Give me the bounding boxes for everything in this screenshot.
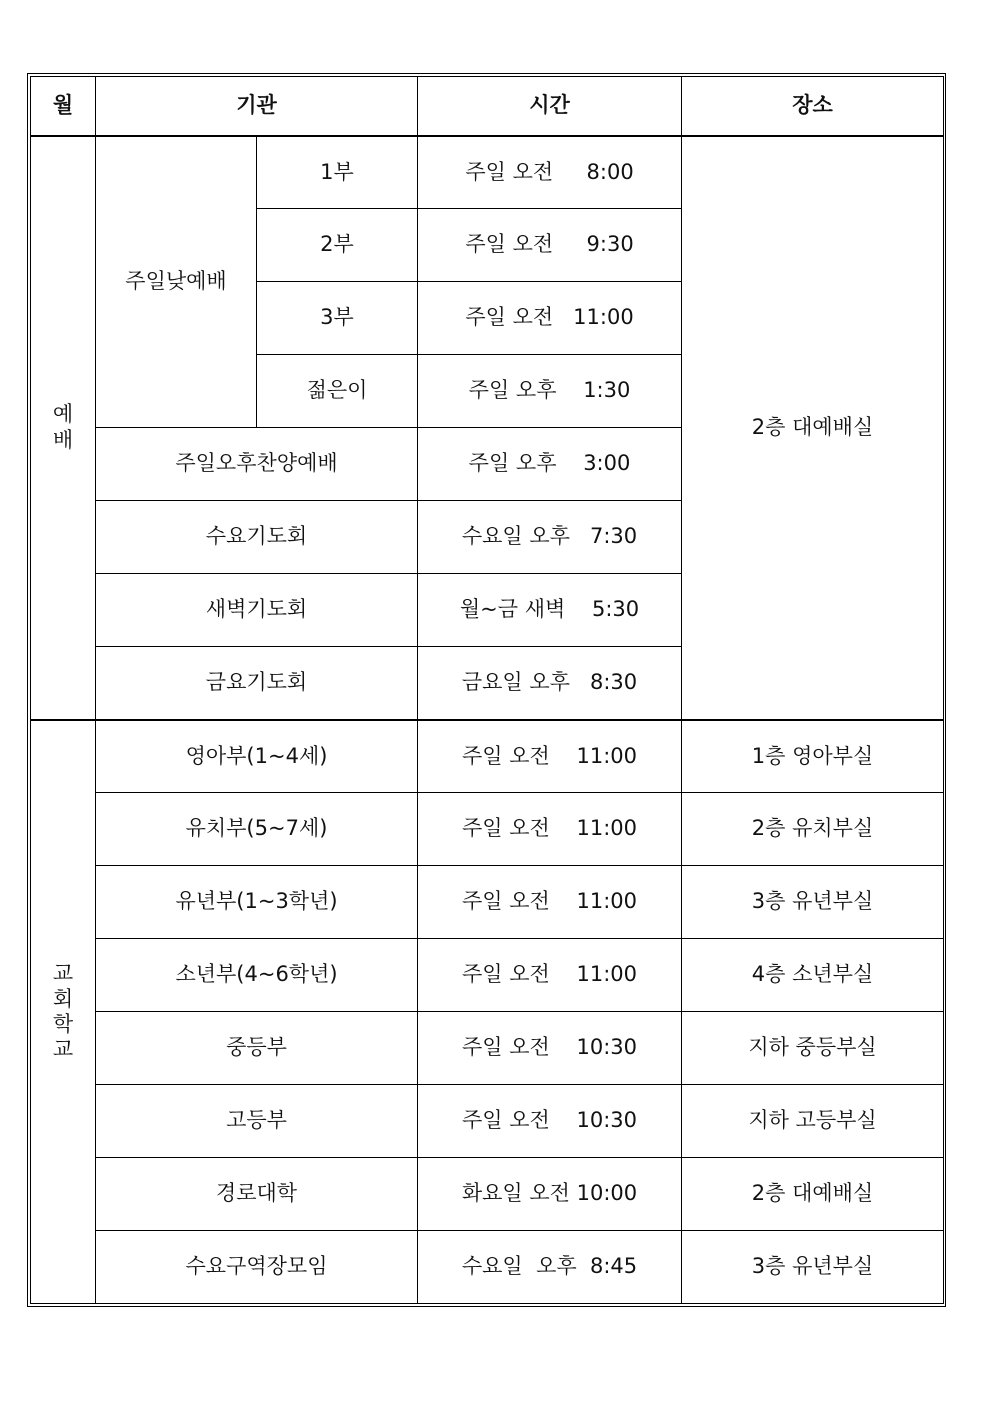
- worship-place: 2층 대예배실: [682, 136, 944, 720]
- department-place: 지하 고등부실: [682, 1085, 944, 1158]
- school-label-char: 교: [52, 961, 74, 986]
- department-name: 소년부(4~6학년): [96, 939, 418, 1012]
- department-time: 주일 오전 11:00: [418, 720, 682, 793]
- header-time: 시간: [418, 77, 682, 136]
- service-name: 3부: [257, 282, 418, 355]
- header-org: 기관: [96, 77, 418, 136]
- service-name: 새벽기도회: [96, 574, 418, 647]
- department-time: 주일 오전 11:00: [418, 939, 682, 1012]
- department-place: 2층 대예배실: [682, 1158, 944, 1231]
- table-row: [31, 1158, 944, 1231]
- school-group-label: [31, 720, 96, 1304]
- department-time: 수요일 오후 8:45: [418, 1231, 682, 1304]
- service-name: 1부: [257, 136, 418, 209]
- department-time: 주일 오전 11:00: [418, 866, 682, 939]
- service-time: 주일 오전 9:30: [418, 209, 682, 282]
- worship-label-char: 예: [52, 402, 74, 427]
- service-time: 주일 오전 8:00: [418, 136, 682, 209]
- department-place: 1층 영아부실: [682, 720, 944, 793]
- department-name: 수요구역장모임: [96, 1231, 418, 1304]
- department-place: 3층 유년부실: [682, 1231, 944, 1304]
- service-name: 주일오후찬양예배: [96, 428, 418, 501]
- department-name: 유치부(5~7세): [96, 793, 418, 866]
- service-time: 주일 오전 11:00: [418, 282, 682, 355]
- department-name: 고등부: [96, 1085, 418, 1158]
- department-time: 주일 오전 10:30: [418, 1012, 682, 1085]
- department-place: 3층 유년부실: [682, 866, 944, 939]
- service-time: 월~금 새벽 5:30: [418, 574, 682, 647]
- department-time: 화요일 오전 10:00: [418, 1158, 682, 1231]
- table-row: [31, 1231, 944, 1304]
- table-row: [31, 793, 944, 866]
- service-name: 젊은이: [257, 355, 418, 428]
- table-row: [31, 136, 944, 209]
- worship-label-char: 배: [52, 427, 74, 452]
- table-row: [31, 1085, 944, 1158]
- department-place: 4층 소년부실: [682, 939, 944, 1012]
- service-time: 주일 오후 3:00: [418, 428, 682, 501]
- department-name: 중등부: [96, 1012, 418, 1085]
- department-time: 주일 오전 10:30: [418, 1085, 682, 1158]
- service-name: 수요기도회: [96, 501, 418, 574]
- schedule-table: [30, 76, 944, 1304]
- sunday-day-worship-label: 주일낮예배: [96, 136, 257, 428]
- header-month: 월: [31, 77, 96, 136]
- school-label-char: 회: [52, 986, 74, 1011]
- service-name: 금요기도회: [96, 647, 418, 720]
- service-time: 주일 오후 1:30: [418, 355, 682, 428]
- service-time: 금요일 오후 8:30: [418, 647, 682, 720]
- department-name: 유년부(1~3학년): [96, 866, 418, 939]
- table-row: [31, 1012, 944, 1085]
- service-time: 수요일 오후 7:30: [418, 501, 682, 574]
- header-place: 장소: [682, 77, 944, 136]
- table-row: [31, 866, 944, 939]
- schedule-frame: [27, 73, 946, 1307]
- department-time: 주일 오전 11:00: [418, 793, 682, 866]
- department-name: 경로대학: [96, 1158, 418, 1231]
- worship-group-label: [31, 136, 96, 720]
- table-row: [31, 720, 944, 793]
- service-name: 2부: [257, 209, 418, 282]
- school-label-char: 교: [52, 1036, 74, 1061]
- school-label-char: 학: [52, 1011, 74, 1036]
- department-name: 영아부(1~4세): [96, 720, 418, 793]
- table-row: [31, 939, 944, 1012]
- department-place: 지하 중등부실: [682, 1012, 944, 1085]
- department-place: 2층 유치부실: [682, 793, 944, 866]
- header-row: [31, 77, 944, 136]
